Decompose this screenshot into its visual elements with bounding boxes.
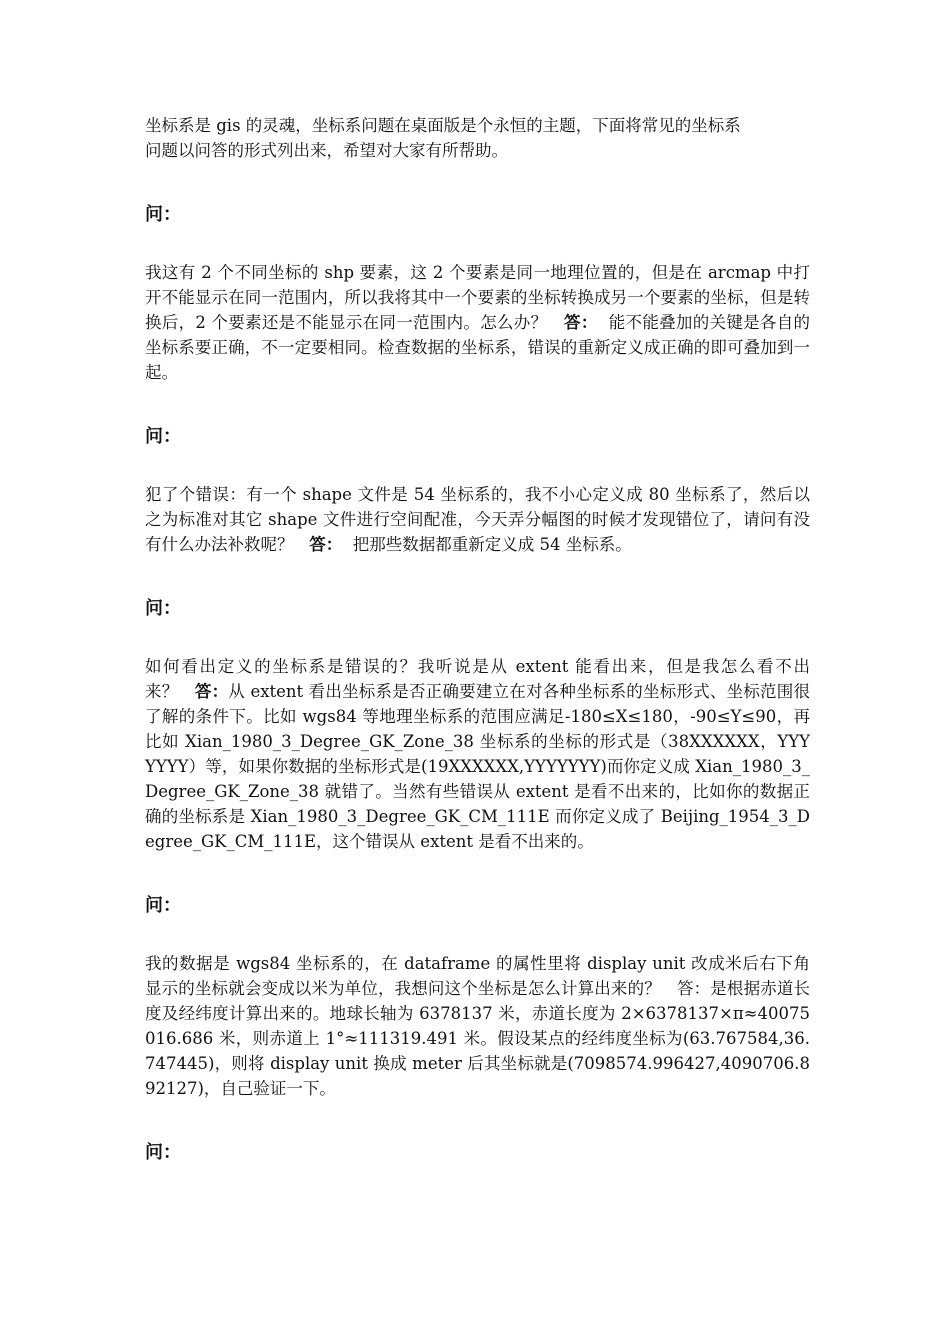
- question-text-3: 如何看出定义的坐标系是错误的？我听说是从 extent 能看出来，但是我怎么看不出来？: [145, 657, 810, 701]
- question-text-2: 犯了个错误：有一个 shape 文件是 54 坐标系的，我不小心定义成 80 坐标系了，然后以之为标准对其它 shape 文件进行空间配准，今天弄分幅图的时候才发现错位了，请问有没有什么办法补救呢？: [145, 485, 810, 554]
- answer-text-1: 能不能叠加的关键是各自的坐标系要正确，不一定要相同。检查数据的坐标系，错误的重新定义成正确的即可叠加到一起。: [145, 313, 811, 382]
- qa-paragraph-4: [145, 951, 810, 1101]
- document-page: [145, 113, 810, 1165]
- question-heading-5: 问：: [145, 1142, 181, 1163]
- qa-paragraph-3: [145, 654, 810, 854]
- question-heading-1: 问：: [145, 204, 181, 225]
- question-heading-3: 问：: [145, 598, 181, 619]
- question-text-1: 我这有 2 个不同坐标的 shp 要素，这 2 个要素是同一地理位置的，但是在 arcmap 中打开不能显示在同一范围内，所以我将其中一个要素的坐标转换成另一个要素的坐标，但是转换后，2 个要素还是不能显示在同一范围内。怎么办？: [145, 263, 810, 332]
- intro-paragraph: 坐标系是 gis 的灵魂，坐标系问题在桌面版是个永恒的主题，下面将常见的坐标系问题以问答的形式列出来，希望对大家有所帮助。: [145, 116, 741, 160]
- qa-paragraph-1: [145, 260, 810, 385]
- question-text-4: 我的数据是 wgs84 坐标系的，在 dataframe 的属性里将 display unit 改成米后右下角显示的坐标就会变成以米为单位，我想问这个坐标是怎么计算出来的？: [145, 954, 810, 998]
- answer-label-3: 答：: [194, 682, 229, 701]
- question-heading-2: 问：: [145, 426, 181, 447]
- answer-text-4: 是根据赤道长度及经纬度计算出来的。地球长轴为 6378137 米，赤道长度为 2×6378137×π≈40075016.686 米，则赤道上 1°≈111319.491 米。假设某点的经纬度坐标为(63.767584,36.747445)，则将 display unit 换成 meter 后其坐标就是(7098574.996427,4090706.892127)，自己验证一下。: [145, 979, 810, 1098]
- qa-paragraph-2: [145, 482, 810, 557]
- answer-label-4: 答：: [677, 979, 711, 998]
- answer-text-2: 把那些数据都重新定义成 54 坐标系。: [352, 535, 632, 554]
- answer-label-1: 答：: [564, 313, 598, 332]
- answer-text-3: 从 extent 看出坐标系是否正确要建立在对各种坐标系的坐标形式、坐标范围很了解的条件下。比如 wgs84 等地理坐标系的范围应满足-180≤X≤180，-90≤Y≤90，再比如 Xian_1980_3_Degree_GK_Zone_38 坐标系的坐标的形式是（38XXXXXX，YYYYYYY）等，如果你数据的坐标形式是(19XXXXXX,YYYYYYY)而你定义成 Xian_1980_3_Degree_GK_Zone_38 就错了。当然有些错误从 extent 是看不出来的，比如你的数据正确的坐标系是 Xian_1980_3_Degree_GK_CM_111E 而你定义成了 Beijing_1954_3_Degree_GK_CM_111E，这个错误从 extent 是看不出来的。: [145, 682, 810, 851]
- answer-label-2: 答：: [309, 535, 343, 554]
- question-heading-4: 问：: [145, 895, 181, 916]
